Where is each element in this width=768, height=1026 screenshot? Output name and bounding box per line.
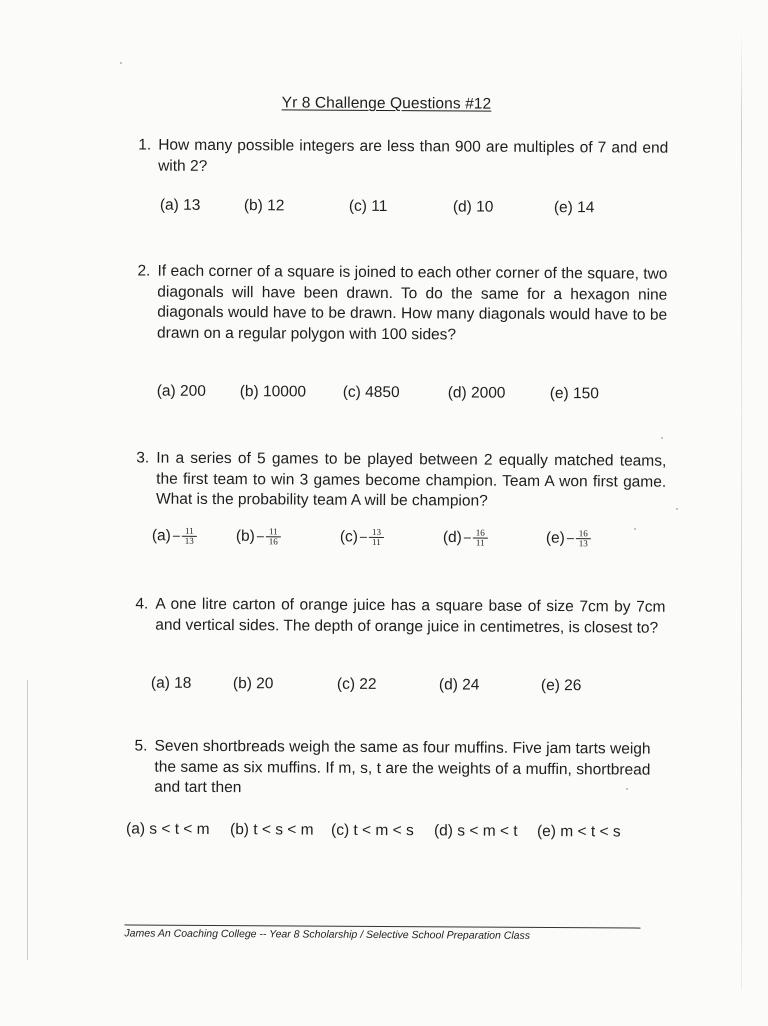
fraction-denominator: 13	[576, 539, 591, 548]
option-label: (d)	[443, 529, 462, 546]
fraction-denominator: 16	[266, 537, 281, 546]
page-title: Yr 8 Challenge Questions #12	[2, 93, 768, 116]
fraction-lead	[464, 537, 471, 538]
option-a	[152, 527, 197, 546]
option-b: (b) 12	[244, 197, 285, 215]
option-label: (e)	[546, 530, 565, 547]
question-number: 4.	[135, 594, 148, 615]
page-footer: James An Coaching College -- Year 8 Scholarship / Selective School Preparation Class	[124, 924, 640, 942]
question-2	[137, 261, 667, 346]
fraction-numerator: 16	[473, 529, 488, 539]
fraction-lead	[360, 537, 367, 538]
question-text: A one litre carton of orange juice has a square base of size 7cm by 7cm and vertical sides. The depth of orange juice in centimetres, is closest to?	[155, 595, 665, 639]
option-b: (b) 20	[233, 675, 274, 693]
fraction-lead	[173, 536, 180, 537]
option-e: (e) 26	[541, 677, 582, 695]
fraction-denominator: 13	[182, 537, 197, 546]
fraction-numerator: 11	[266, 527, 281, 537]
question-text: If each corner of a square is joined to each other corner of the square, two diagonals will have been drawn. To do the same for a hexagon nine diagonals would have to be drawn. How many diagonals would have to be drawn on a regular polygon with 100 sides?	[157, 262, 667, 347]
fraction-denominator: 11	[369, 538, 384, 547]
option-c: (c) t < m < s	[331, 822, 414, 841]
fraction-numerator: 11	[182, 527, 197, 537]
option-b	[236, 527, 281, 546]
fraction-denominator: 11	[473, 539, 488, 548]
scan-speck	[120, 62, 122, 64]
question-1	[138, 135, 668, 179]
option-e	[546, 529, 591, 548]
option-a: (a) s < t < m	[126, 820, 210, 839]
option-d: (d) 2000	[448, 384, 506, 402]
option-d: (d) s < m < t	[434, 822, 518, 841]
option-d: (d) 10	[453, 198, 494, 216]
fraction	[576, 529, 591, 548]
option-a: (a) 200	[157, 383, 206, 401]
question-number: 1.	[138, 135, 151, 156]
option-label: (b)	[236, 528, 255, 545]
question-text: How many possible integers are less than 900 are multiples of 7 and end with 2?	[158, 136, 668, 180]
option-c: (c) 22	[337, 676, 377, 694]
option-c: (c) 4850	[343, 384, 400, 402]
fraction-numerator: 16	[576, 529, 591, 539]
scan-edge-left	[27, 680, 28, 960]
option-label: (c)	[340, 528, 358, 545]
option-e: (e) 14	[554, 199, 595, 217]
option-a: (a) 13	[160, 197, 201, 215]
option-b: (b) 10000	[240, 383, 306, 401]
fraction	[266, 527, 281, 546]
scan-edge-right	[741, 30, 742, 990]
fraction	[369, 528, 384, 547]
question-5	[134, 736, 650, 801]
option-b: (b) t < s < m	[230, 821, 314, 840]
question-text: Seven shortbreads weigh the same as four muffins. Five jam tarts weigh the same as six muffins. If m, s, t are the weights of a muffin, shortbread and tart then	[154, 737, 650, 802]
option-e: (e) 150	[550, 385, 599, 403]
option-a: (a) 18	[151, 675, 192, 693]
option-d: (d) 24	[439, 676, 480, 694]
question-4	[135, 594, 665, 638]
question-text: In a series of 5 games to be played between 2 equally matched teams, the first team to win 3 games become champion. Team A won first game. What is the probability team A will be champion?	[156, 449, 666, 514]
option-d	[443, 528, 488, 547]
question-3	[136, 448, 666, 513]
option-c: (c) 11	[349, 198, 388, 216]
scan-speck	[634, 528, 636, 530]
option-label: (a)	[152, 527, 171, 544]
scan-speck	[676, 508, 678, 510]
fraction	[473, 529, 488, 548]
scan-speck	[661, 437, 663, 439]
question-number: 2.	[137, 261, 150, 282]
option-e: (e) m < t < s	[537, 823, 621, 842]
fraction-numerator: 13	[369, 528, 384, 538]
option-c	[340, 528, 384, 547]
question-number: 5.	[134, 736, 147, 757]
scan-speck	[626, 788, 628, 790]
fraction-lead	[257, 536, 264, 537]
fraction	[182, 527, 197, 546]
question-number: 3.	[136, 448, 149, 469]
fraction-lead	[567, 538, 574, 539]
